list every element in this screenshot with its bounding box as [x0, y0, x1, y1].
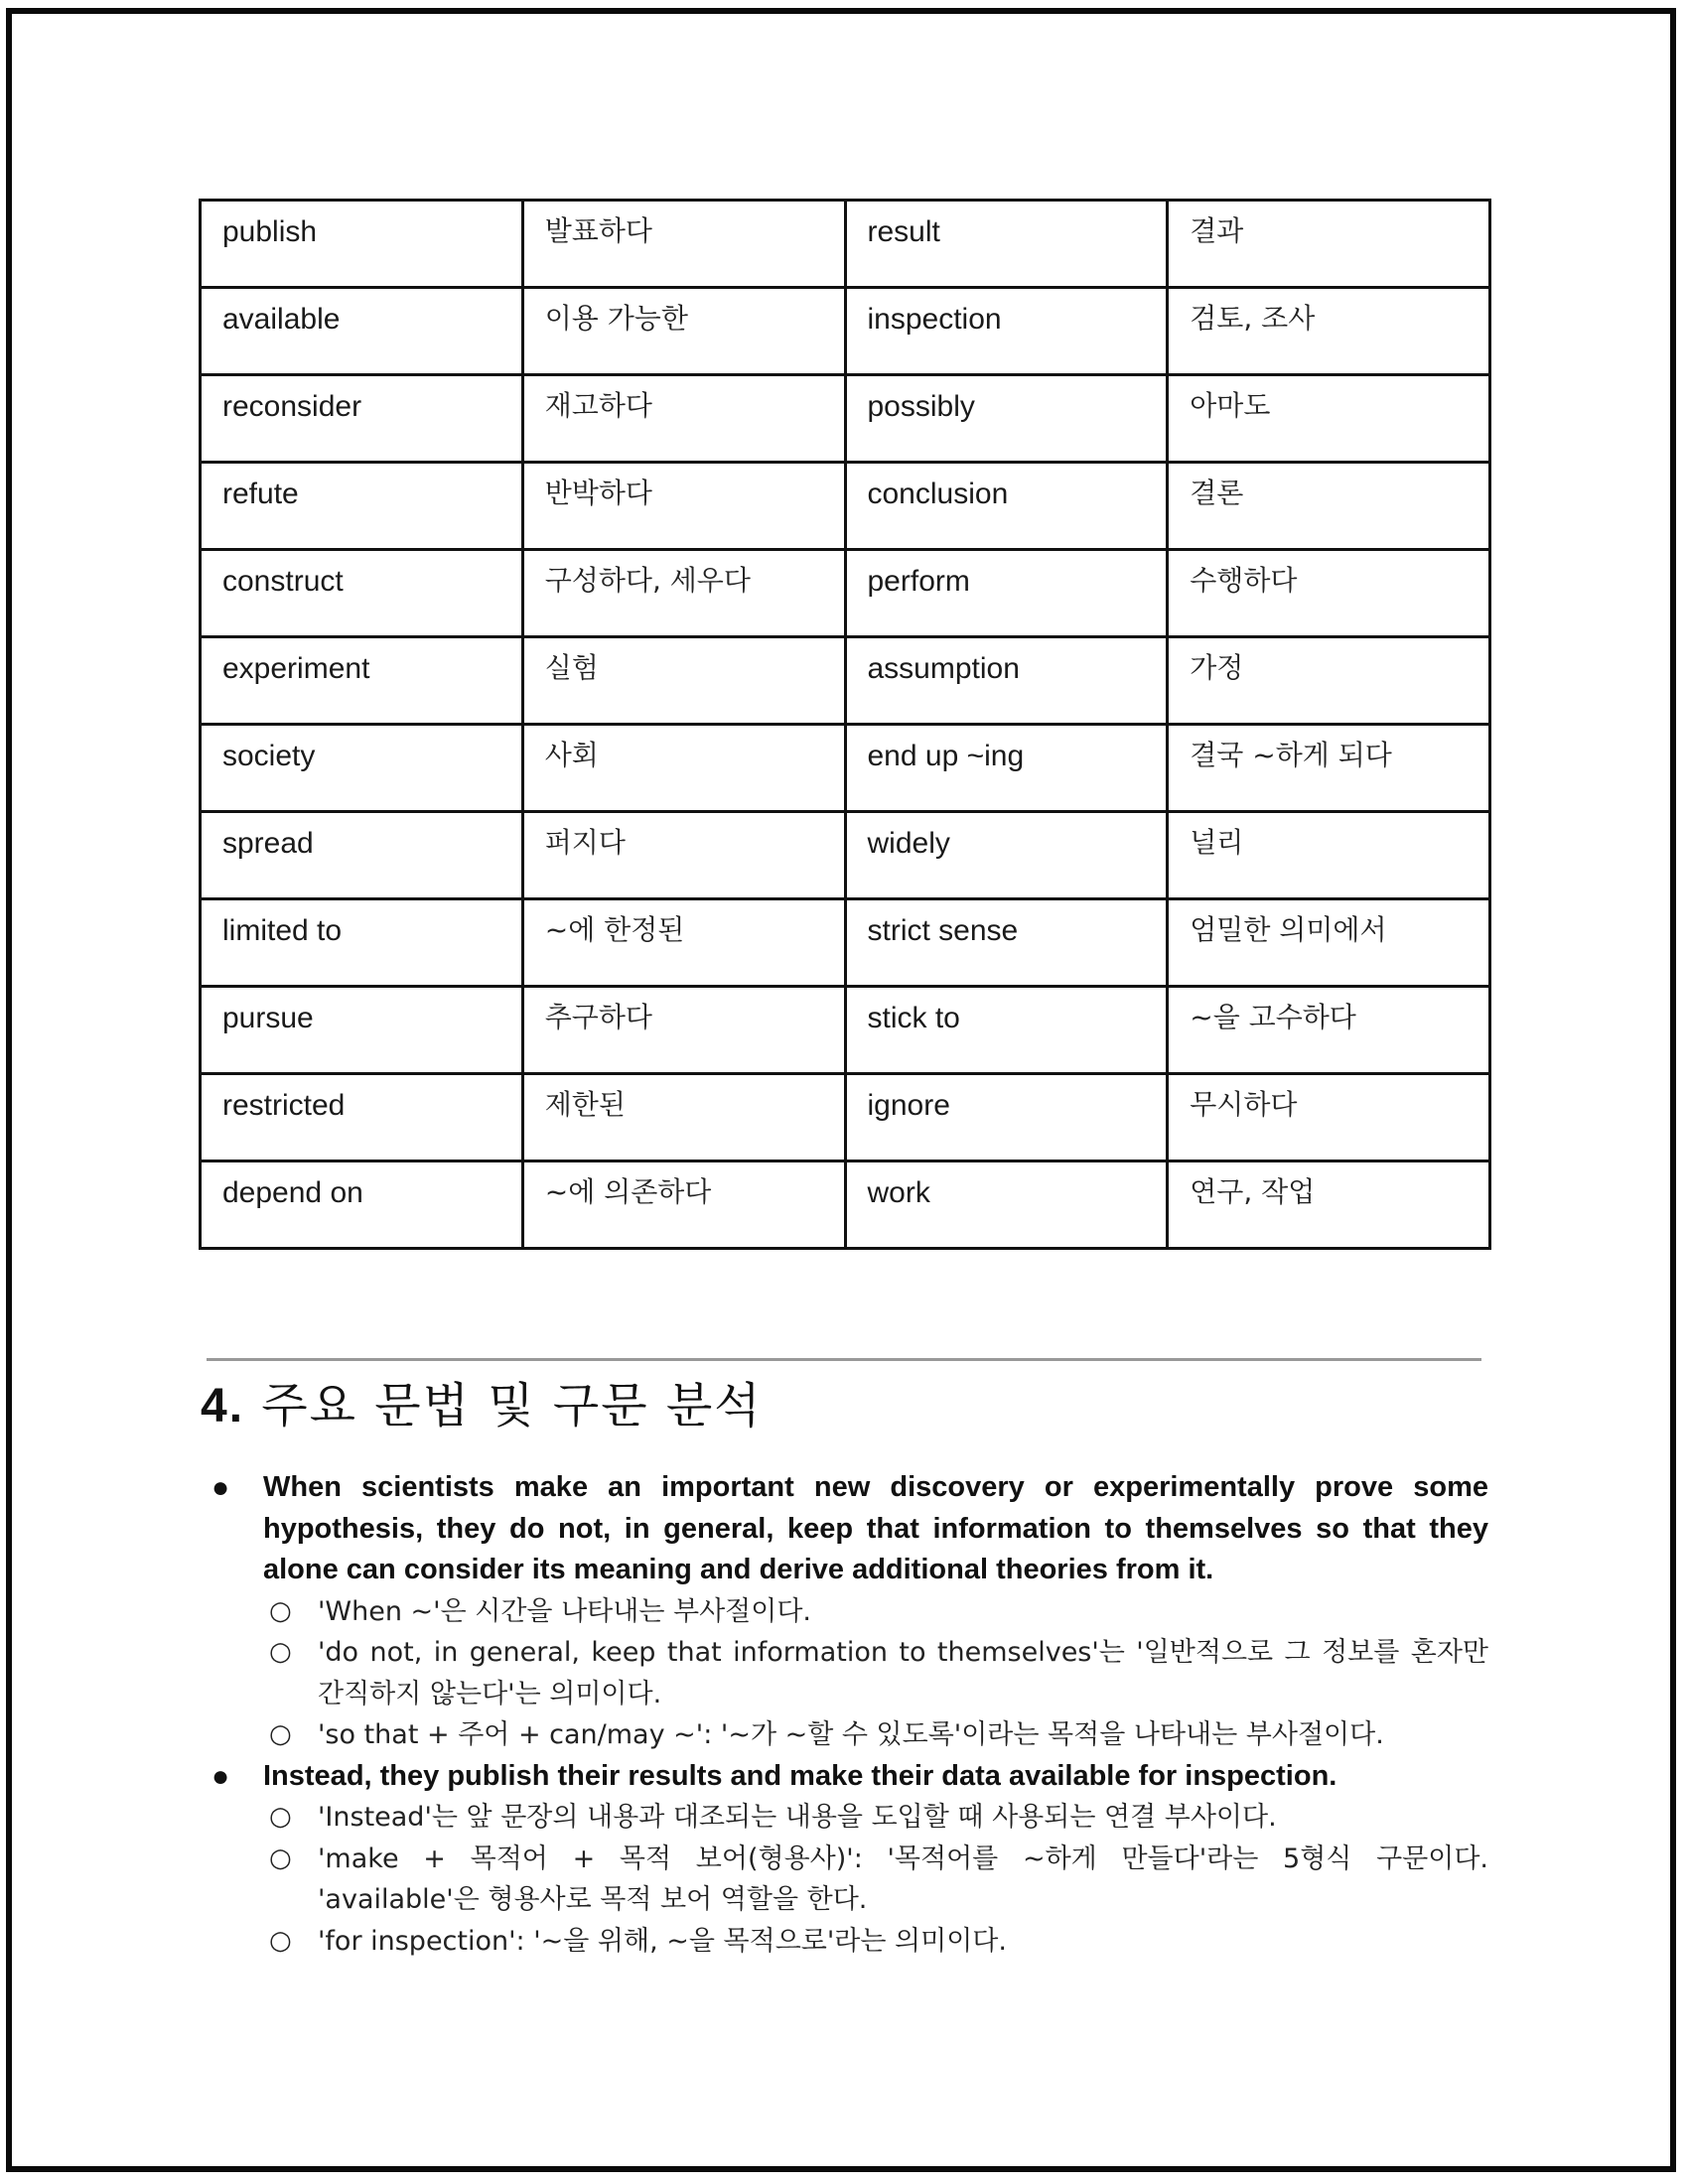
explanation-list: [263, 1797, 1488, 1962]
vocab-meaning-cell: 결과: [1168, 201, 1490, 288]
vocab-word-cell: stick to: [845, 987, 1168, 1074]
example-sentence: When scientists make an important new discovery or experimentally prove some hypothesis, they do not, in general, keep that information to themselves so that they alone can consider its meaning and derive additional theories from it.: [263, 1471, 1488, 1585]
vocab-meaning-cell: 제한된: [522, 1074, 845, 1161]
vocab-meaning-cell: 무시하다: [1168, 1074, 1490, 1161]
vocab-meaning-cell: 발표하다: [522, 201, 845, 288]
section-heading: [201, 1378, 763, 1435]
vocabulary-table-body: [201, 201, 1490, 1249]
explanation-item: [263, 1921, 1488, 1963]
explanation-list: [263, 1591, 1488, 1756]
example-sentence: Instead, they publish their results and make their data available for inspection.: [263, 1759, 1337, 1792]
vocab-meaning-cell: 검토, 조사: [1168, 288, 1490, 375]
vocab-word-cell: reconsider: [201, 375, 523, 463]
vocabulary-table: [199, 199, 1491, 1250]
vocab-row: [201, 725, 1490, 812]
circle-bullet-icon: ○: [269, 1925, 292, 1956]
vocab-row: [201, 812, 1490, 899]
vocab-meaning-cell: 가정: [1168, 637, 1490, 725]
vocab-meaning-cell: 사회: [522, 725, 845, 812]
vocab-meaning-cell: ~에 의존하다: [522, 1161, 845, 1249]
vocab-word-cell: inspection: [845, 288, 1168, 375]
explanation-item: [263, 1797, 1488, 1839]
section-number: 4.: [201, 1380, 245, 1433]
bullet-icon: ●: [211, 1471, 230, 1504]
explanation-text: 'make + 목적어 + 목적 보어(형용사)': '목적어를 ~하게 만들다'라는 5형식 구문이다. 'available'은 형용사로 목적 보어 역할을 한다.: [318, 1843, 1488, 1915]
grammar-notes-list: [204, 1467, 1488, 1962]
explanation-item: [263, 1714, 1488, 1756]
vocab-meaning-cell: ~을 고수하다: [1168, 987, 1490, 1074]
vocab-meaning-cell: 널리: [1168, 812, 1490, 899]
grammar-point: [204, 1756, 1488, 1963]
vocab-word-cell: possibly: [845, 375, 1168, 463]
vocab-meaning-cell: 아마도: [1168, 375, 1490, 463]
vocab-word-cell: result: [845, 201, 1168, 288]
explanation-text: 'Instead'는 앞 문장의 내용과 대조되는 내용을 도입할 때 사용되는 연결 부사이다.: [318, 1802, 1277, 1833]
circle-bullet-icon: ○: [269, 1595, 292, 1626]
section-title-text: 주요 문법 및 구문 분석: [261, 1378, 763, 1433]
circle-bullet-icon: ○: [269, 1843, 292, 1873]
vocab-word-cell: society: [201, 725, 523, 812]
vocab-word-cell: pursue: [201, 987, 523, 1074]
vocab-row: [201, 899, 1490, 987]
explanation-text: 'When ~'은 시간을 나타내는 부사절이다.: [318, 1595, 811, 1627]
vocab-row: [201, 1161, 1490, 1249]
vocab-word-cell: refute: [201, 463, 523, 550]
vocab-word-cell: limited to: [201, 899, 523, 987]
vocab-row: [201, 637, 1490, 725]
vocab-meaning-cell: 결국 ~하게 되다: [1168, 725, 1490, 812]
vocab-meaning-cell: 엄밀한 의미에서: [1168, 899, 1490, 987]
circle-bullet-icon: ○: [269, 1719, 292, 1749]
vocab-row: [201, 375, 1490, 463]
vocab-meaning-cell: 추구하다: [522, 987, 845, 1074]
vocab-word-cell: depend on: [201, 1161, 523, 1249]
explanation-item: [263, 1591, 1488, 1633]
explanation-item: [263, 1632, 1488, 1714]
vocab-word-cell: publish: [201, 201, 523, 288]
vocab-meaning-cell: 반박하다: [522, 463, 845, 550]
vocab-row: [201, 288, 1490, 375]
vocab-word-cell: ignore: [845, 1074, 1168, 1161]
vocab-meaning-cell: 퍼지다: [522, 812, 845, 899]
vocab-word-cell: assumption: [845, 637, 1168, 725]
vocab-word-cell: construct: [201, 550, 523, 637]
vocab-word-cell: experiment: [201, 637, 523, 725]
vocab-meaning-cell: 재고하다: [522, 375, 845, 463]
vocab-row: [201, 550, 1490, 637]
section-divider: [207, 1358, 1481, 1361]
vocab-row: [201, 463, 1490, 550]
vocab-word-cell: widely: [845, 812, 1168, 899]
vocab-meaning-cell: 결론: [1168, 463, 1490, 550]
vocab-meaning-cell: 이용 가능한: [522, 288, 845, 375]
vocab-meaning-cell: 실험: [522, 637, 845, 725]
grammar-point: [204, 1467, 1488, 1756]
vocab-word-cell: perform: [845, 550, 1168, 637]
vocab-word-cell: end up ~ing: [845, 725, 1168, 812]
vocab-meaning-cell: 연구, 작업: [1168, 1161, 1490, 1249]
vocab-meaning-cell: ~에 한정된: [522, 899, 845, 987]
explanation-text: 'so that + 주어 + can/may ~': '~가 ~할 수 있도록'이라는 목적을 나타내는 부사절이다.: [318, 1719, 1384, 1750]
vocab-word-cell: available: [201, 288, 523, 375]
circle-bullet-icon: ○: [269, 1802, 292, 1832]
vocab-word-cell: conclusion: [845, 463, 1168, 550]
vocab-meaning-cell: 구성하다, 세우다: [522, 550, 845, 637]
vocab-row: [201, 1074, 1490, 1161]
bullet-icon: ●: [211, 1759, 230, 1793]
vocab-meaning-cell: 수행하다: [1168, 550, 1490, 637]
explanation-item: [263, 1839, 1488, 1921]
vocab-word-cell: strict sense: [845, 899, 1168, 987]
vocab-word-cell: restricted: [201, 1074, 523, 1161]
explanation-text: 'for inspection': '~을 위해, ~을 목적으로'라는 의미이다.: [318, 1925, 1007, 1957]
vocab-word-cell: spread: [201, 812, 523, 899]
vocab-row: [201, 201, 1490, 288]
vocab-word-cell: work: [845, 1161, 1168, 1249]
circle-bullet-icon: ○: [269, 1637, 292, 1667]
explanation-text: 'do not, in general, keep that information to themselves'는 '일반적으로 그 정보를 혼자만 간직하지 않는다'는 의미이다.: [318, 1637, 1488, 1709]
vocab-row: [201, 987, 1490, 1074]
